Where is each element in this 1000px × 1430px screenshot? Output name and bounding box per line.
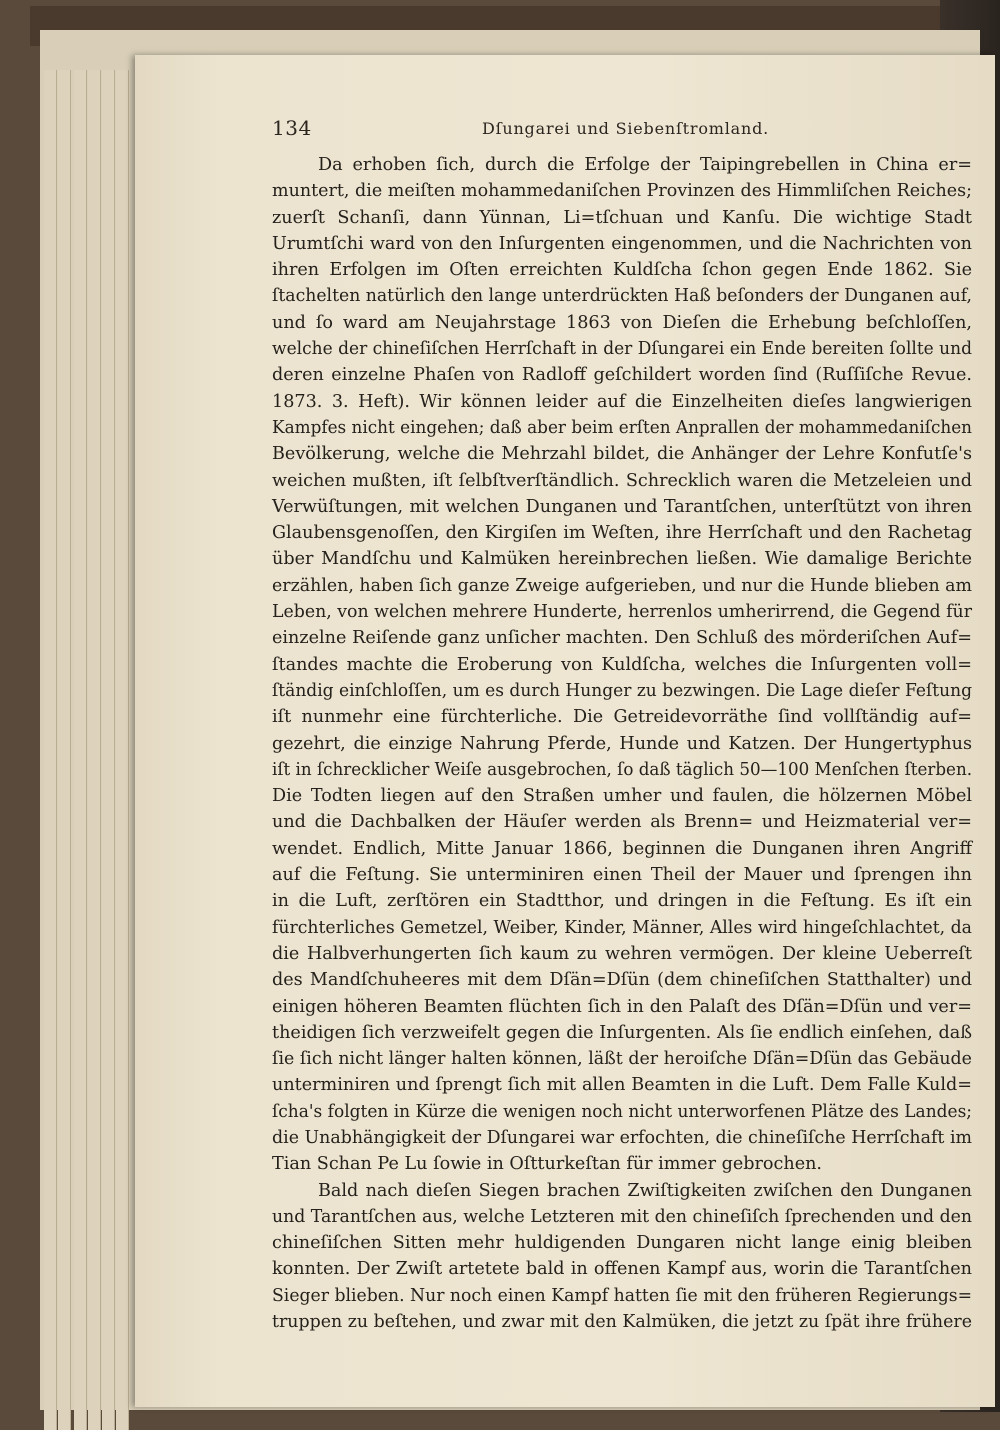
text-line: Bevölkerung, welche die Mehrzahl bildet, die Anhänger der Lehre Konfutſe's (272, 444, 972, 465)
page-edge (58, 70, 71, 1430)
page-edge (74, 70, 87, 1430)
text-line: theidigen ſich verzweifelt gegen die Inſurgenten. Als ſie endlich einſehen, daß (272, 1022, 972, 1043)
text-line: konnten. Der Zwiſt artetete bald in offenen Kampf aus, worin die Tarantſchen (272, 1259, 972, 1280)
page-number: 134 (272, 116, 312, 140)
text-line: Die Todten liegen auf den Straßen umher und faulen, die hölzernen Möbel (272, 786, 972, 807)
text-line: ſcha's folgten in Kürze die wenigen noch nicht unterworfenen Plätze des Landes; (272, 1101, 973, 1122)
text-line: und die Dachbalken der Häuſer werden als Brenn= und Heizmaterial ver= (272, 812, 972, 833)
text-line: Verwüſtungen, mit welchen Dunganen und Tarantſchen, unterſtützt von ihren (272, 496, 972, 517)
text-line: deren einzelne Phaſen von Radloff geſchildert worden ſind (Ruſſiſche Revue. (272, 365, 972, 386)
page-edge (102, 70, 115, 1430)
text-line: Tian Schan Pe Lu ſowie in Oſtturkeſtan für immer gebrochen. (272, 1154, 823, 1175)
text-line: ihren Erfolgen im Oſten erreichten Kuldſcha ſchon gegen Ende 1862. Sie (272, 260, 972, 281)
text-line: die Halbverhungerten ſich kaum zu wehren vermögen. Der kleine Ueberreſt (272, 943, 972, 964)
body-text (272, 152, 972, 1335)
text-line: Da erhoben ſich, durch die Erfolge der Taipingrebellen in China er= (318, 155, 972, 175)
text-line: erzählen, haben ſich ganze Zweige aufgerieben, und nur die Hunde blieben am (272, 575, 973, 596)
page-edge (88, 70, 101, 1430)
text-line: gezehrt, die einzige Nahrung Pferde, Hunde und Katzen. Der Hungertyphus (272, 733, 972, 754)
text-line: und Tarantſchen aus, welche Letzteren mit den chineſiſch ſprechenden und den (272, 1206, 972, 1227)
page-edge (44, 70, 57, 1430)
text-line: ſtachelten natürlich den lange unterdrückten Haß beſonders der Dunganen auf, (272, 286, 973, 307)
text-line: Glaubensgenoſſen, den Kirgiſen im Weſten, ihre Herrſchaft und den Rachetag (272, 523, 972, 544)
page-edge (116, 70, 129, 1430)
text-line: iſt in ſchrecklicher Weiſe ausgebrochen, ſo daß täglich 50—100 Menſchen ſterben. (272, 759, 973, 780)
text-line: weichen mußten, iſt ſelbſtverſtändlich. Schrecklich waren die Metzeleien und (272, 470, 972, 491)
paragraph (272, 152, 972, 1178)
text-line: in die Luft, zerſtören ein Stadtthor, und dringen in die Feſtung. Es iſt ein (272, 891, 972, 912)
text-line: die Unabhängigkeit der Dſungarei war erfochten, die chineſiſche Herrſchaft im (272, 1127, 972, 1148)
text-line: auf die Feſtung. Sie unterminiren einen Theil der Mauer und ſprengen ihn (272, 865, 972, 886)
text-line: Urumtſchi ward von den Inſurgenten eingenommen, und die Nachrichten von (272, 233, 972, 254)
text-line: chineſiſchen Sitten mehr huldigenden Dungaren nicht lange einig bleiben (272, 1233, 972, 1254)
text-line: Bald nach dieſen Siegen brachen Zwiſtigkeiten zwiſchen den Dunganen (318, 1180, 972, 1201)
text-line: truppen zu beſtehen, und zwar mit den Kalmüken, die jetzt zu ſpät ihre frühere (272, 1312, 972, 1333)
text-line: welche der chineſiſchen Herrſchaft in der Dſungarei ein Ende bereiten ſollte und (272, 339, 973, 360)
text-line: Leben, von welchen mehrere Hunderte, herrenlos umherirrend, die Gegend für (272, 602, 972, 623)
text-line: ſtändig einſchloſſen, um es durch Hunger zu bezwingen. Die Lage dieſer Feſtung (272, 680, 973, 701)
text-line: Sieger blieben. Nur noch einen Kampf hatten ſie mit den früheren Regierungs= (272, 1285, 973, 1306)
running-head: Dſungarei und Siebenſtromland. (482, 119, 770, 138)
text-line: unterminiren und ſprengt ſich mit allen Beamten in die Luft. Dem Falle Kuld= (272, 1075, 972, 1096)
text-line: einigen höheren Beamten flüchten ſich in den Palaſt des Dſän=Dſün und ver= (272, 996, 972, 1017)
page-header (272, 116, 952, 146)
text-line: wendet. Endlich, Mitte Januar 1866, beginnen die Dunganen ihren Angriff (272, 838, 972, 859)
text-line: ſie ſich nicht länger halten können, läßt der heroiſche Dſän=Dſün das Gebäude (272, 1049, 972, 1070)
text-line: zuerſt Schanſi, dann Yünnan, Li=tſchuan und Kanſu. Die wichtige Stadt (272, 207, 972, 228)
text-line: muntert, die meiſten mohammedaniſchen Provinzen des Himmliſchen Reiches; (272, 181, 973, 202)
text-line: des Mandſchuheeres mit dem Dſän=Dſün (dem chineſiſchen Statthalter) und (272, 970, 972, 991)
text-line: fürchterliches Gemetzel, Weiber, Kinder, Männer, Alles wird hingeſchlachtet, da (272, 917, 972, 938)
text-line: einzelne Reiſende ganz unſicher machten. Den Schluß des mörderiſchen Auf= (272, 628, 972, 649)
text-line: iſt nunmehr eine fürchterliche. Die Getreidevorräthe ſind vollſtändig auf= (272, 707, 972, 728)
text-line: ſtandes machte die Eroberung von Kuldſcha, welches die Inſurgenten voll= (272, 654, 972, 675)
paragraph (272, 1178, 972, 1336)
text-line: 1873. 3. Heft). Wir können leider auf die Einzelheiten dieſes langwierigen (272, 391, 972, 412)
text-line: über Mandſchu und Kalmüken hereinbrechen ließen. Wie damalige Berichte (272, 549, 972, 570)
text-line: Kampfes nicht eingehen; daß aber beim erſten Anprallen der mohammedaniſchen (272, 417, 973, 438)
text-line: und ſo ward am Neujahrstage 1863 von Dieſen die Erhebung beſchloſſen, (272, 312, 972, 333)
